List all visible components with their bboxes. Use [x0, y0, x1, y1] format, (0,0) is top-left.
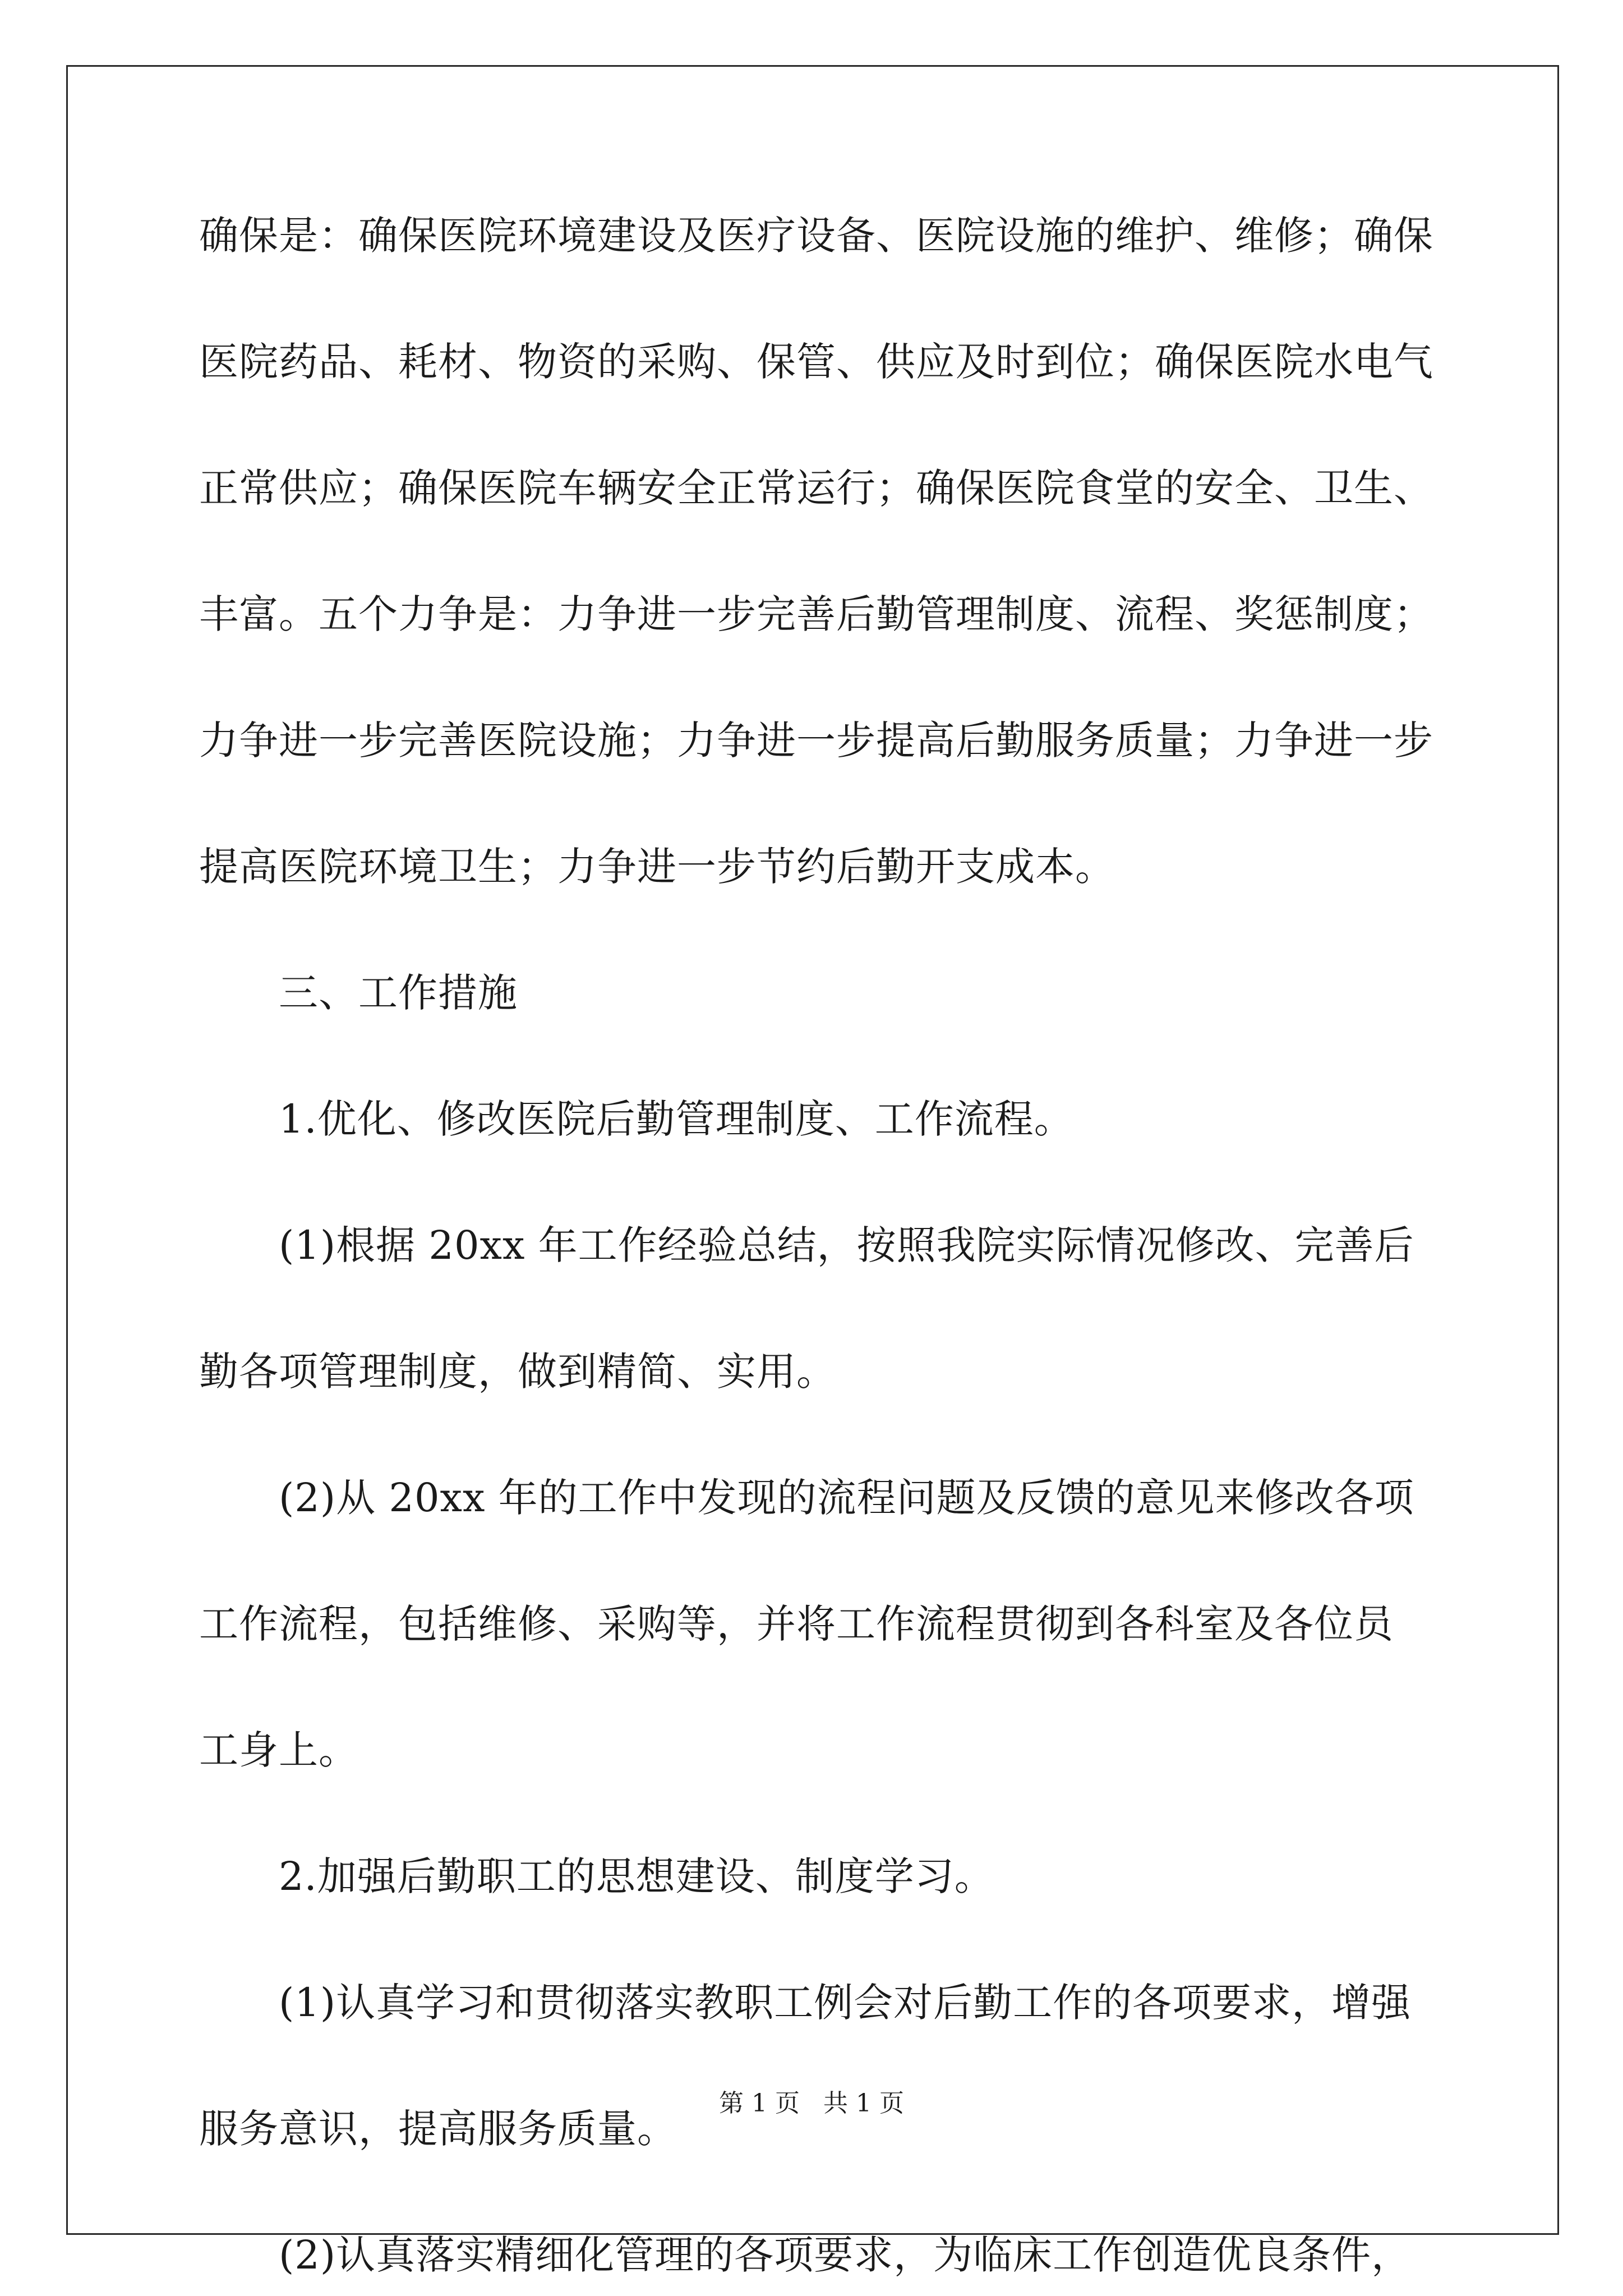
body-text-line: 勤各项管理制度，做到精简、实用。 — [199, 1349, 836, 1395]
body-text-line: (1)认真学习和贯彻落实教职工例会对后勤工作的各项要求，增强 — [279, 1980, 1412, 2026]
body-text-line: 工作流程，包括维修、采购等，并将工作流程贯彻到各科室及各位员 — [199, 1601, 1394, 1647]
body-text-line: (2)从 20xx 年的工作中发现的流程问题及反馈的意见来修改各项 — [279, 1475, 1414, 1521]
subsection-heading: 2.加强后勤职工的思想建设、制度学习。 — [279, 1853, 994, 1899]
body-text-line: 力争进一步完善医院设施；力争进一步提高后勤服务质量；力争进一步 — [199, 717, 1433, 763]
body-text-line: 提高医院环境卫生；力争进一步节约后勤开支成本。 — [199, 844, 1115, 890]
body-text-line: 医院药品、耗材、物资的采购、保管、供应及时到位；确保医院水电气 — [199, 339, 1433, 385]
body-text-line: 确保是：确保医院环境建设及医疗设备、医院设施的维护、维修；确保 — [199, 213, 1433, 259]
subsection-heading: 1.优化、修改医院后勤管理制度、工作流程。 — [279, 1096, 1074, 1142]
section-heading: 三、工作措施 — [279, 970, 518, 1016]
body-text-line: 工身上。 — [199, 1727, 358, 1773]
body-text-line: (1)根据 20xx 年工作经验总结，按照我院实际情况修改、完善后 — [279, 1222, 1414, 1268]
body-text-line: 服务意识，提高服务质量。 — [199, 2106, 677, 2152]
body-text-line: 丰富。五个力争是：力争进一步完善后勤管理制度、流程、奖惩制度； — [199, 591, 1433, 637]
body-text-line: (2)认真落实精细化管理的各项要求，为临床工作创造优良条件， — [279, 2232, 1412, 2278]
body-text-line: 正常供应；确保医院车辆安全正常运行；确保医院食堂的安全、卫生、 — [199, 465, 1433, 511]
page-border — [66, 65, 1559, 2235]
page-footer: 第 1 页 共 1 页 — [719, 2089, 904, 2118]
